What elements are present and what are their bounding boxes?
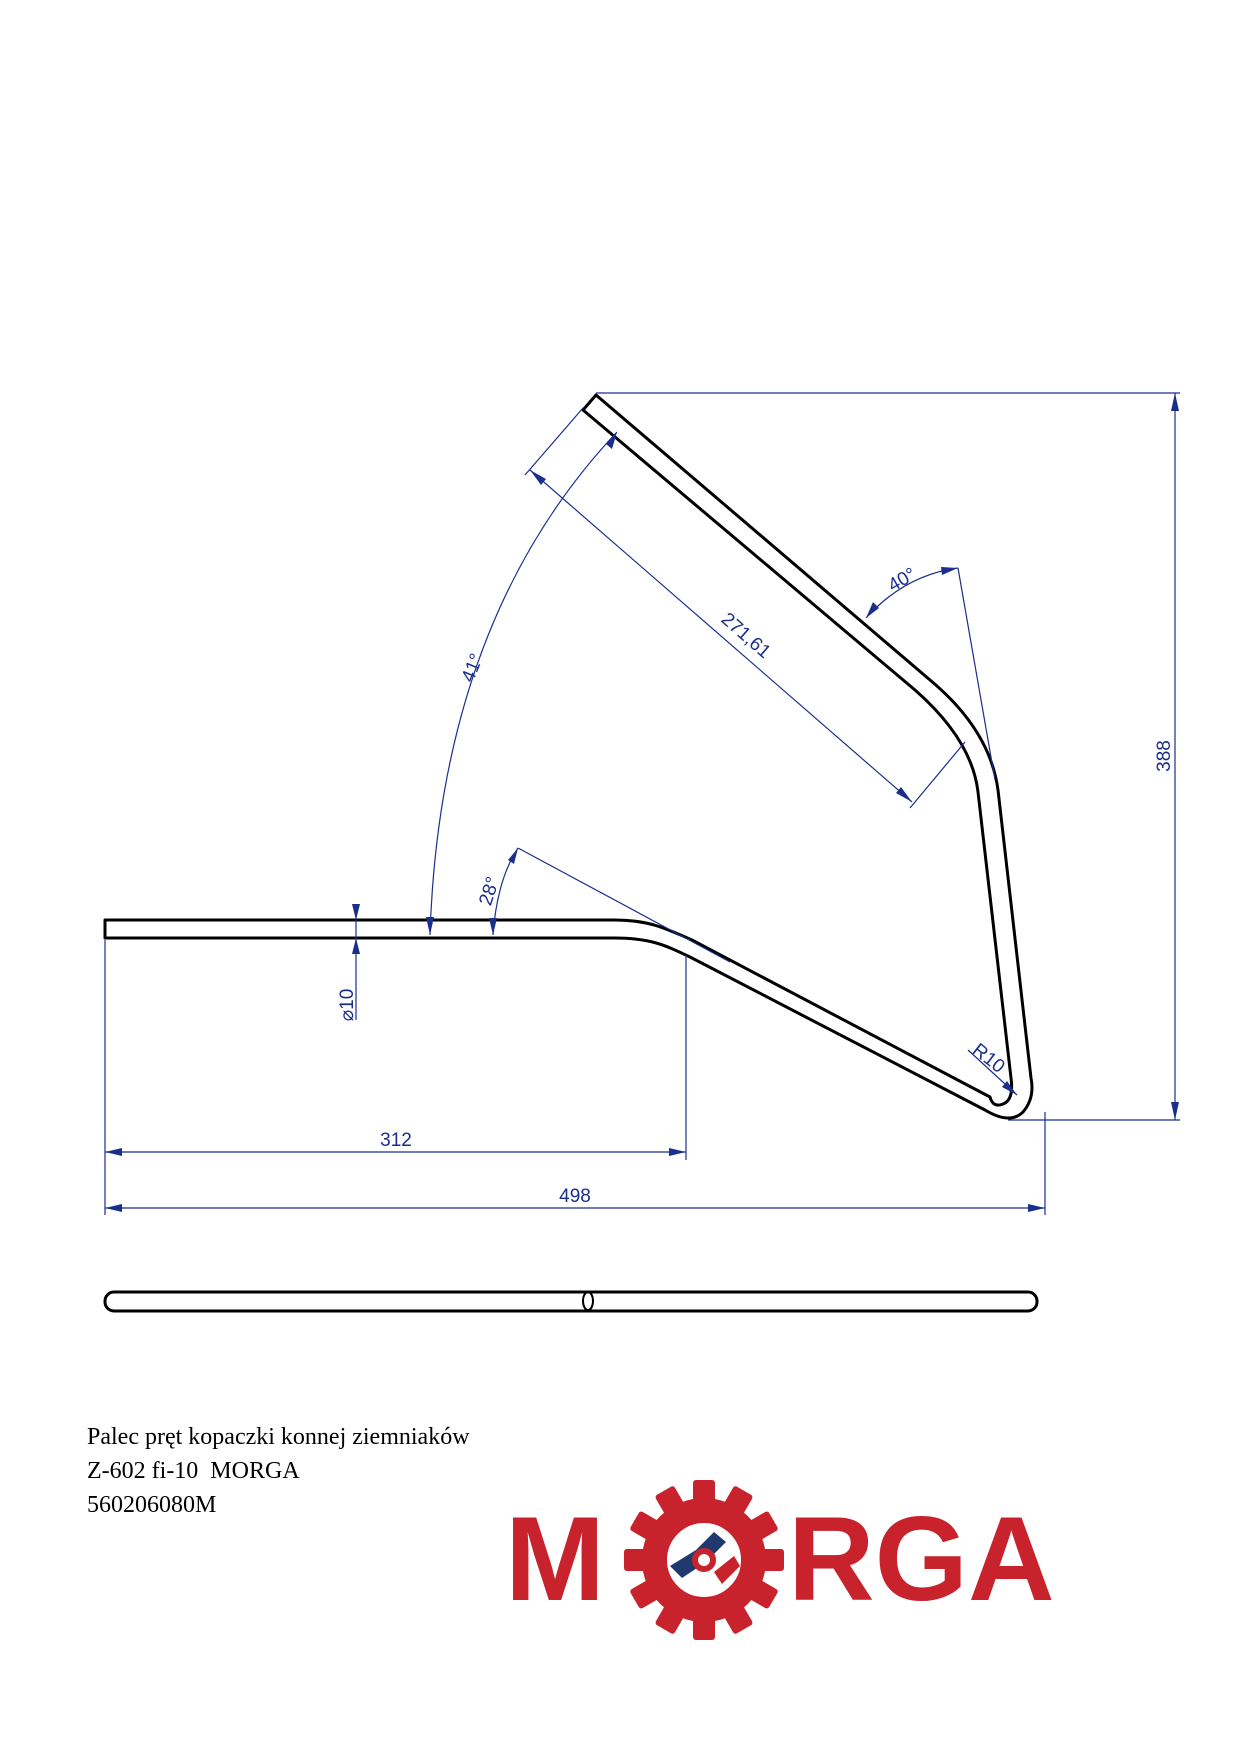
caption-model: Z-602 fi-10 MORGA: [87, 1458, 300, 1484]
angle-40-label: 40°: [884, 563, 920, 597]
logo-wordmark-right: [788, 1492, 1055, 1626]
logo-wordmark-left: [505, 1492, 605, 1626]
caption-part-number: 560206080M: [87, 1492, 217, 1518]
dim-271-label: 271,61: [716, 608, 775, 663]
dim-312-label: 312: [380, 1130, 412, 1151]
dim-312-arrow-right: [669, 1148, 686, 1156]
rod-center-mark: [583, 1292, 593, 1310]
dim-498-arrow-right: [1028, 1204, 1045, 1212]
part-caption: [87, 1420, 470, 1522]
angle-28-arrow-a: [489, 918, 497, 935]
angle-41-label: 41°: [457, 650, 489, 686]
dim-dia-arrow-bottom: [352, 938, 360, 954]
dim-271-arrow-start: [530, 470, 546, 485]
angle-28-arrow-b: [508, 848, 518, 864]
dim-dia-arrow-top: [352, 904, 360, 920]
logo-letters-rga: RGA: [788, 1492, 1055, 1626]
dim-271-ext-end: [910, 742, 965, 808]
caption-title: Palec pręt kopaczki konnej ziemniaków: [87, 1424, 470, 1450]
angle-28-ext: [518, 848, 730, 962]
logo-letter-m: M: [505, 1492, 605, 1626]
dim-388-arrow-top: [1171, 393, 1179, 411]
dim-271-ext-start: [525, 408, 583, 475]
dim-271-line: [530, 470, 912, 802]
dim-498-arrow-left: [105, 1204, 122, 1212]
morga-logo: [505, 1480, 1085, 1640]
dim-dia-label: ⌀10: [337, 988, 358, 1022]
rod-top-view: [105, 1292, 1037, 1311]
dim-271-arrow-end: [896, 787, 912, 802]
dim-388-label: 388: [1154, 740, 1175, 772]
dim-radius-label: R10: [968, 1039, 1009, 1078]
angle-41-arrow-a: [426, 917, 434, 935]
angle-41-arc: [430, 432, 617, 935]
dim-388-arrow-bottom: [1171, 1102, 1179, 1120]
angle-28-label: 28°: [475, 874, 505, 909]
dim-312-arrow-left: [105, 1148, 122, 1156]
angle-40-arrow-b: [941, 567, 958, 575]
logo-gear-icon: [624, 1480, 784, 1640]
angle-40-arrow-a: [866, 602, 879, 618]
dim-498-label: 498: [559, 1186, 591, 1207]
